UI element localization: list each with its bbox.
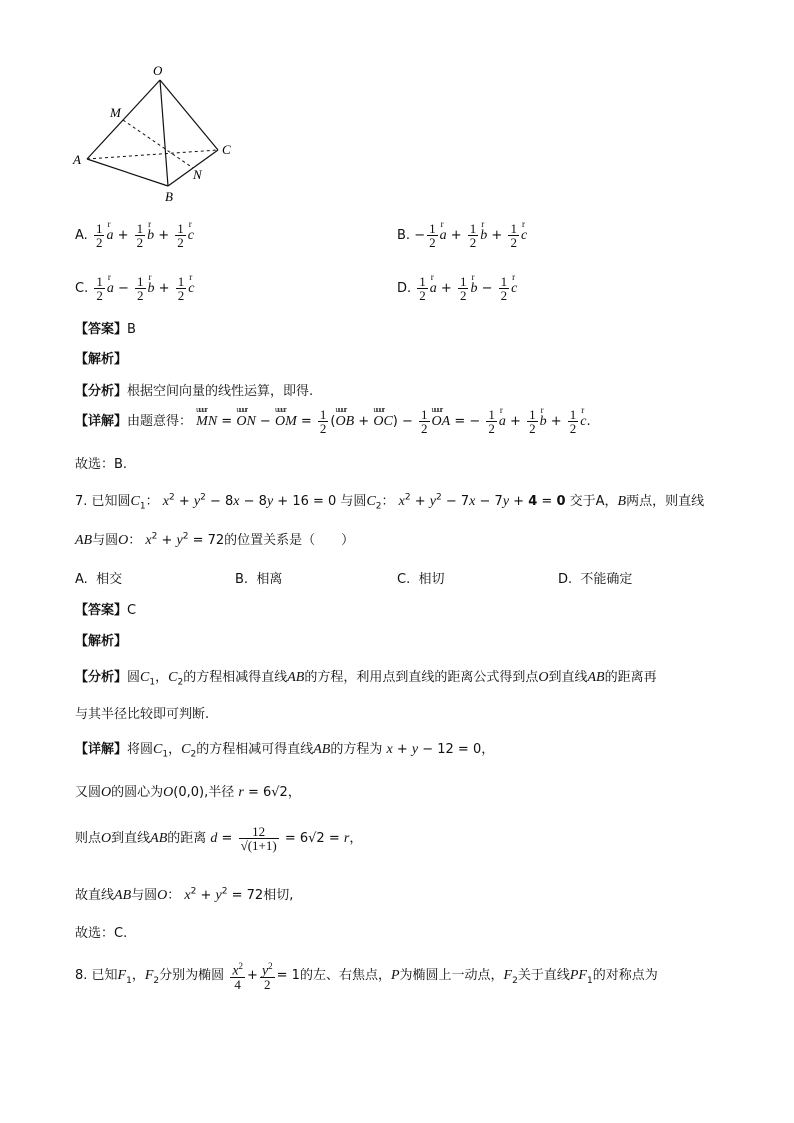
q7-stem-line1: 7. 已知圆$C_1$： $x^2 + y^2 - 8x - 8y + 16 = 0$ 与圆$C_2$： $x^2 + y^2 - 7x - 7y + 4 = 0$ 交于A，B两点，则直线 [75, 492, 705, 512]
q8-stem: 8. 已知$F_1$，$F_2$分别为椭圆 $\frac{x^2}{4}$ + $\frac{y^2}{2}$ = 1的左、右焦点，P为椭圆上一动点，$F_2$关于直线$PF_1$的对称点为 [75, 961, 658, 993]
label-C: C [222, 142, 231, 157]
option-C: C. $\frac{1}{2}$ r a − $\frac{1}{2}$ r b + $\frac{1}{2}$ r c [75, 275, 194, 302]
edge-AC-dashed [87, 150, 218, 159]
xiangjie-tag: 【详解】 [75, 414, 128, 429]
edge-AB [87, 159, 168, 186]
q6-jiexi: 【解析】 [75, 352, 128, 367]
label-N: N [193, 167, 202, 182]
option-letter: D. [397, 281, 412, 296]
q6-answer [75, 318, 136, 337]
option-letter: A. [75, 228, 88, 243]
segment-MN-dashed [123, 120, 193, 168]
q7-jiexi: 【解析】 [75, 634, 128, 649]
q7-option-B: B. 相离 [235, 572, 283, 587]
xiangjie-text: 由题意得： [127, 414, 193, 429]
q7-answer: 【答案】C [75, 603, 137, 618]
option-B: B. − $\frac{1}{2}$ r a + $\frac{1}{2}$ r b + $\frac{1}{2}$ r c [397, 222, 527, 249]
option-A: A. $\frac{1}{2}$ r a + $\frac{1}{2}$ r b + $\frac{1}{2}$ r c [75, 222, 194, 249]
q6-fenxi [75, 380, 313, 399]
tetrahedron-figure [65, 60, 245, 210]
q7-stem-line2: AB与圆O： $x^2 + y^2 = 72$的位置关系是（ ） [75, 531, 355, 548]
q7-fenxi-line1: 【分析】圆$C_1$，$C_2$的方程相减得直线AB的方程，利用点到直线的距离公式得到点O到直线AB的距离再 [75, 670, 657, 688]
option-letter: C. [75, 281, 89, 296]
option-letter: B. [397, 228, 411, 243]
label-B: B [165, 189, 173, 204]
answer-tag: 【答案】 [75, 322, 128, 337]
edge-OB [160, 80, 168, 186]
q7-conclude: 故选：C. [75, 926, 128, 941]
q7-xiangjie-line1: 【详解】将圆$C_1$，$C_2$的方程相减可得直线AB的方程为 x + y − 12 = 0， [75, 742, 495, 760]
q7-option-A: A. 相交 [75, 572, 123, 587]
q7-option-C: C. 相切 [397, 572, 445, 587]
answer-value: B [127, 322, 136, 337]
q6-conclude: 故选：B. [75, 457, 128, 472]
fenxi-text: 根据空间向量的线性运算，即得. [127, 384, 314, 399]
edge-OA [87, 80, 160, 159]
q7-xiangjie-line4: 故直线AB与圆O： $x^2 + y^2 = 72$相切, [75, 886, 294, 903]
q7-xiangjie-line3: 则点O到直线AB的距离 d = $\frac{12}{√(1+1)}$ = 6√2 = r， [75, 824, 363, 853]
label-O: O [153, 63, 163, 78]
option-D: D. $\frac{1}{2}$ r a + $\frac{1}{2}$ r b − $\frac{1}{2}$ r c [397, 275, 517, 302]
fenxi-tag: 【分析】 [75, 384, 128, 399]
q7-option-D: D. 不能确定 [558, 572, 633, 587]
q7-xiangjie-line2: 又圆O的圆心为O(0,0),半径 r = 6√2， [75, 785, 301, 800]
label-M: M [110, 105, 121, 120]
q6-xiangjie: 【详解】由题意得： uuur MN = uuur ON − uuur OM = $\frac{1}{2}$ (uuur OB + uuur OC) − $\frac{1}{2}$ uuur OA = − $\frac{1}{2}$ r a + $\frac{1}{2}$ r b + $\frac{1}{2}$ r c. [75, 408, 591, 435]
label-A: A [73, 152, 81, 167]
q7-fenxi-line2: 与其半径比较即可判断. [75, 707, 210, 722]
edge-OC [160, 80, 218, 150]
